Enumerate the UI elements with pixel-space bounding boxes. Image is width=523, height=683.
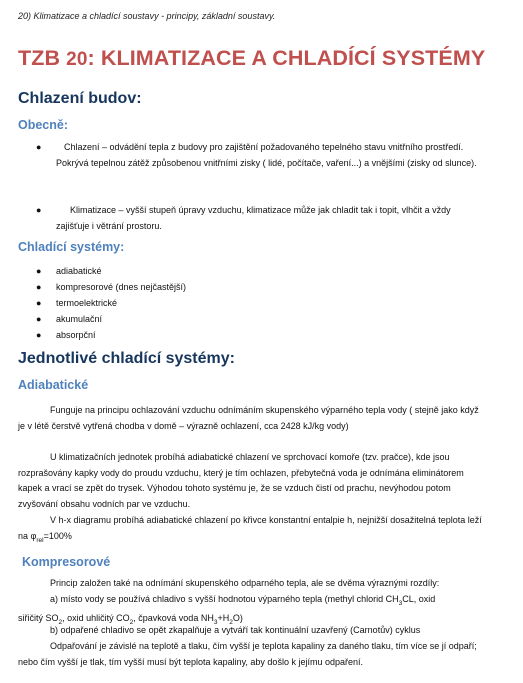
list-item: ● adiabatické: [18, 263, 186, 279]
running-header: 20) Klimatizace a chladící soustavy - principy, základní soustavy.: [18, 11, 276, 21]
heading-chlazeni-budov: Chlazení budov:: [18, 90, 142, 107]
kompresorove-paragraph-1: Princip založen také na odnímání skupenského odparného tepla, ale se dvěma výraznými rozdíly:: [50, 578, 440, 588]
bullet-icon: ●: [36, 314, 42, 324]
adiabaticke-paragraph-3: V h-x diagramu probíhá adiabatické chlazení po křivce konstantní entalpie h, nejnižší dosažitelná teplota leží na $\varphi_{rel}=100\%$: [18, 515, 482, 544]
heading-obecne: Obecně:: [18, 118, 69, 132]
kompresorove-paragraph-2: Odpařování je závislé na teplotě a tlaku, čím vyšší je teplota kapaliny za daného tlaku, tím více se jí odpaří; nebo čím vyšší je tlak, tím vyšší musí být teplota kapaliny, aby došlo k jejímu odpaření.: [18, 641, 477, 667]
obecne-bullet-2-text: Klimatizace – vyšší stupeň úpravy vzduchu, klimatizace může jak chladit tak i topit, vlhčit a vždy zajišťuje i větrání prostoru.: [56, 205, 451, 231]
list-item: ● kompresorové (dnes nejčastější): [18, 279, 186, 295]
bullet-icon: ●: [36, 282, 42, 292]
document-title: [18, 46, 485, 71]
kompresorove-item-b: b) odpařené chladivo se opět zkapalňuje a vytváří tak kontinuální uzavřený (Carnotův) cyklus: [50, 625, 421, 635]
bullet-icon: ●: [36, 298, 42, 308]
chladici-systemy-list: [18, 263, 186, 343]
adiabaticke-paragraph-1: Funguje na principu ochlazování vzduchu odnímáním skupenského výparného tepla vody ( stejně jako když je v létě čerstvě vytřená chodba v domě – výrazně ochlazení, cca 2428 kJ/kg vody): [18, 405, 479, 431]
heading-jednotlive-systemy: Jednotlivé chladící systémy:: [18, 350, 235, 367]
adiabaticke-paragraph-2: U klimatizačních jednotek probíhá adiabatické chlazení ve sprchovací komoře (tzv. pračce), kde jsou rozprašovány kapky vody do proudu vzduchu, který je tím ochlazen, přebytečná voda je odnímána eliminátorem kapek a vrací se zpět do trysek. Výhodou tohoto systému je, že se vzduch čistí od prachu, nevýhodou potom zvyšování obsahu vodních par ve vzduchu.: [18, 452, 464, 509]
list-item: ● akumulační: [18, 311, 186, 327]
bullet-icon: ●: [36, 142, 42, 152]
bullet-icon: ●: [36, 266, 42, 276]
obecne-bullet-1-text: Chlazení – odvádění tepla z budovy pro zajištění požadovaného tepelného stavu vnitřního prostředí. Pokrývá tepelnou zátěž způsobenou vnitřními zisky ( lidé, počítače, vaření...) a vnějšími (zisky od slunce).: [56, 142, 477, 168]
bullet-icon: ●: [36, 205, 42, 215]
heading-kompresorove: Kompresorové: [22, 555, 111, 569]
kompresorove-item-a: a) místo vody se používá chladivo s vyšší hodnotou výparného tepla (methyl chlorid $CH_3CL$, oxid siřičitý $SO_2$, oxid uhličitý $CO_2$, čpavková voda $NH_3+H_2O$): [18, 594, 436, 627]
title-number: 20: [66, 49, 88, 70]
heading-chladici-systemy: Chladící systémy:: [18, 240, 125, 254]
bullet-icon: ●: [36, 330, 42, 340]
list-item: ● termoelektrické: [18, 295, 186, 311]
title-rest: : KLIMATIZACE A CHLADÍCÍ SYSTÉMY: [87, 46, 486, 70]
title-prefix: TZB: [18, 46, 67, 70]
list-item: ● absorpční: [18, 327, 186, 343]
heading-adiabaticke: Adiabatické: [18, 378, 89, 392]
